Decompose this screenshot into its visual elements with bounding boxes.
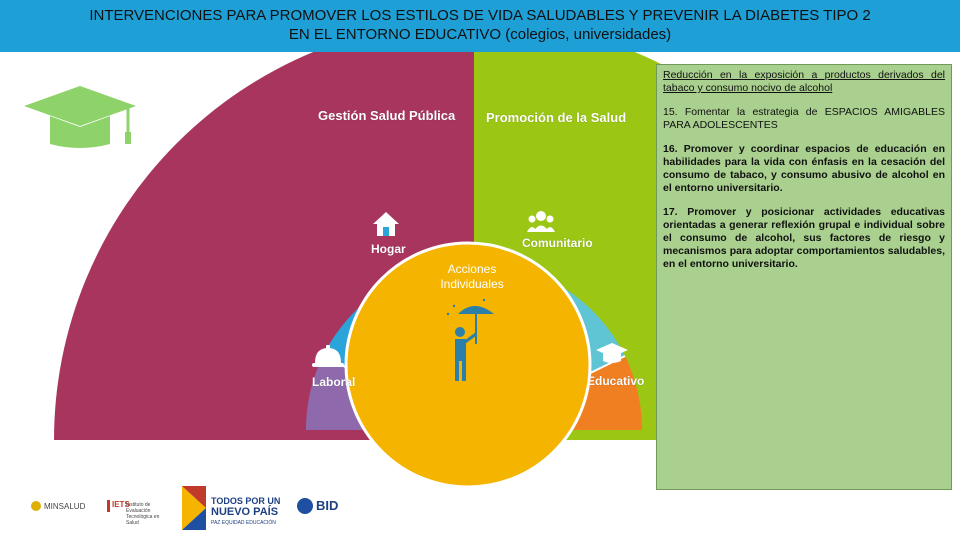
mortarboard-icon [24, 86, 136, 150]
bid-logo-icon [297, 498, 313, 514]
intervention-16: 16. Promover y coordinar espacios de educación en habilidades para la vida con énfasis en la cesación del consumo de tabaco, y consumo abusivo de alcohol en el entorno universitario. [663, 143, 945, 194]
label-hogar: Hogar [371, 242, 406, 256]
interventions-panel [656, 64, 952, 490]
iets-subtitle: Instituto de Evaluación Tecnológica en Salud [126, 502, 160, 526]
panel-heading: Reducción en la exposición a productos derivados del tabaco y consumo nocivo de alcohol [663, 69, 945, 94]
nuevo-pais-line-3: PAZ EQUIDAD EDUCACIÓN [211, 520, 276, 526]
label-laboral: Laboral [312, 375, 356, 389]
minsalud-logo: MINSALUD [44, 502, 86, 511]
label-gestion-salud-publica: Gestión Salud Pública [318, 108, 456, 123]
logo-strip [0, 478, 420, 538]
intervention-17: 17. Promover y posicionar actividades educativas orientadas a generar reflexión grupal e individual sobre el consumo de alcohol, sus factores de riesgo y mecanismos para adoptar comportamientos saludables, en el entorno universitario. [663, 206, 945, 270]
title-line-1: INTERVENCIONES PARA PROMOVER LOS ESTILOS DE VIDA SALUDABLES Y PREVENIR LA DIABETES TIPO 2 [89, 7, 871, 24]
label-educativo: Educativo [587, 374, 645, 388]
bid-logo: BID [316, 498, 339, 513]
iets-logo: IETS [112, 500, 130, 509]
label-promocion-salud: Promoción de la Salud [486, 110, 627, 125]
minsalud-seal-icon [31, 501, 41, 511]
label-acciones-individuales: Acciones Individuales [440, 262, 504, 291]
iets-mark-icon [107, 500, 110, 512]
nuevo-pais-line-2: NUEVO PAÍS [211, 506, 279, 518]
title-line-2: EN EL ENTORNO EDUCATIVO (colegios, universidades) [288, 26, 672, 43]
intervention-15: 15. Fomentar la estrategia de ESPACIOS AMIGABLES PARA ADOLESCENTES [663, 106, 945, 131]
nuevo-pais-logo-icon [182, 486, 206, 530]
label-comunitario: Comunitario [522, 236, 593, 250]
nuevo-pais-line-1: TODOS POR UN [211, 496, 281, 506]
